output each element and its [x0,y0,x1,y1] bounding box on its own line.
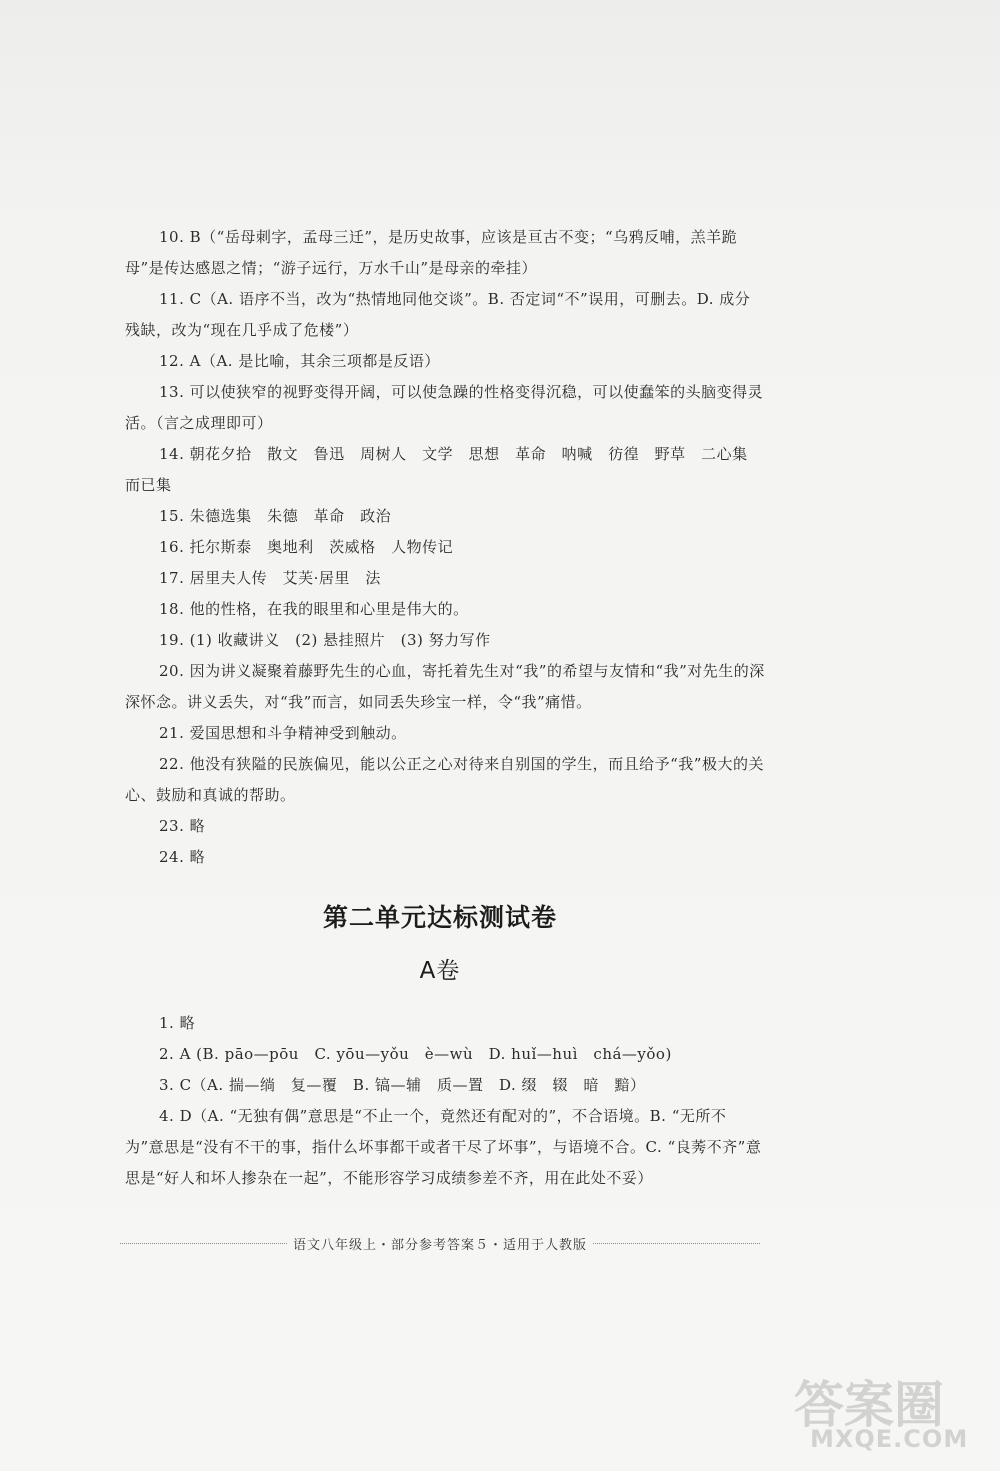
answer-19: 19. (1) 收藏讲义 (2) 悬挂照片 (3) 努力写作 [159,631,491,649]
answer-11: 11. C（A. 语序不当，改为“热情地同他交谈”。B. 否定词“不”误用，可删去。D. 成分残缺，改为“现在几乎成了危楼”） [125,290,751,339]
answer-24: 24. 略 [159,848,206,866]
answer-12: 12. A（A. 是比喻，其余三项都是反语） [159,352,440,370]
footer-text: 语文八年级上・部分参考答案５・适用于人教版 [293,1238,588,1253]
answer-14: 14. 朝花夕拾 散文 鲁迅 周树人 文学 思想 革命 呐喊 彷徨 野草 二心集 而已集 [125,445,764,494]
watermark-sub-text: MXQE.COM [810,1425,969,1453]
answer-15: 15. 朱德选集 朱德 革命 政治 [159,507,392,525]
answer-list-unit-2 [125,1008,765,1194]
answer-22: 22. 他没有狭隘的民族偏见，能以公正之心对待来自别国的学生，而且给予“我”极大的关心、鼓励和真诚的帮助。 [125,755,764,804]
watermark-logo [784,1361,984,1461]
answer-1: 1. 略 [159,1014,196,1032]
answer-17: 17. 居里夫人传 艾芙·居里 法 [159,569,381,587]
section-title: 第二单元达标测试卷 [322,903,557,932]
answer-20: 20. 因为讲义凝聚着藤野先生的心血，寄托着先生对“我”的希望与友情和“我”对先生的深深怀念。讲义丢失，对“我”而言，如同丢失珍宝一样，令“我”痛惜。 [125,662,765,711]
section-subtitle: A卷 [419,958,461,984]
answer-18: 18. 他的性格，在我的眼里和心里是伟大的。 [159,600,469,618]
answer-10: 10. B（“岳母刺字，孟母三迁”，是历史故事，应该是亘古不变；“乌鸦反哺，羔羊跪母”是传达感恩之情；“游子远行，万水千山”是母亲的牵挂） [125,228,738,277]
answer-13: 13. 可以使狭窄的视野变得开阔，可以使急躁的性格变得沉稳，可以使蠢笨的头脑变得灵活。（言之成理即可） [125,383,764,432]
answer-2: 2. A (B. pāo—pōu C. yōu—yǒu è—wù D. huǐ—huì chá—yǒo) [159,1045,672,1063]
answer-23: 23. 略 [159,817,206,835]
answer-3: 3. C（A. 揣—绱 复—覆 B. 镐—辅 质—置 D. 缀 辍 暗 黯） [159,1076,646,1094]
watermark-main-text: 答案圈 [794,1376,944,1434]
answer-16: 16. 托尔斯泰 奥地利 茨威格 人物传记 [159,538,454,556]
page-footer [120,1234,760,1253]
answer-21: 21. 爱国思想和斗争精神受到触动。 [159,724,407,742]
answer-list-unit-1 [125,222,765,873]
footer-divider-left [120,1243,287,1244]
footer-divider-right [593,1243,760,1244]
answer-4: 4. D（A. “无独有偶”意思是“不止一个，竟然还有配对的”，不合语境。B. “无所不为”意思是“没有不干的事，指什么坏事都干或者干尽了坏事”，与语境不合。C. “良莠不齐”意思是“好人和坏人掺杂在一起”，不能形容学习成绩参差不齐，用在此处不妥） [125,1107,762,1187]
